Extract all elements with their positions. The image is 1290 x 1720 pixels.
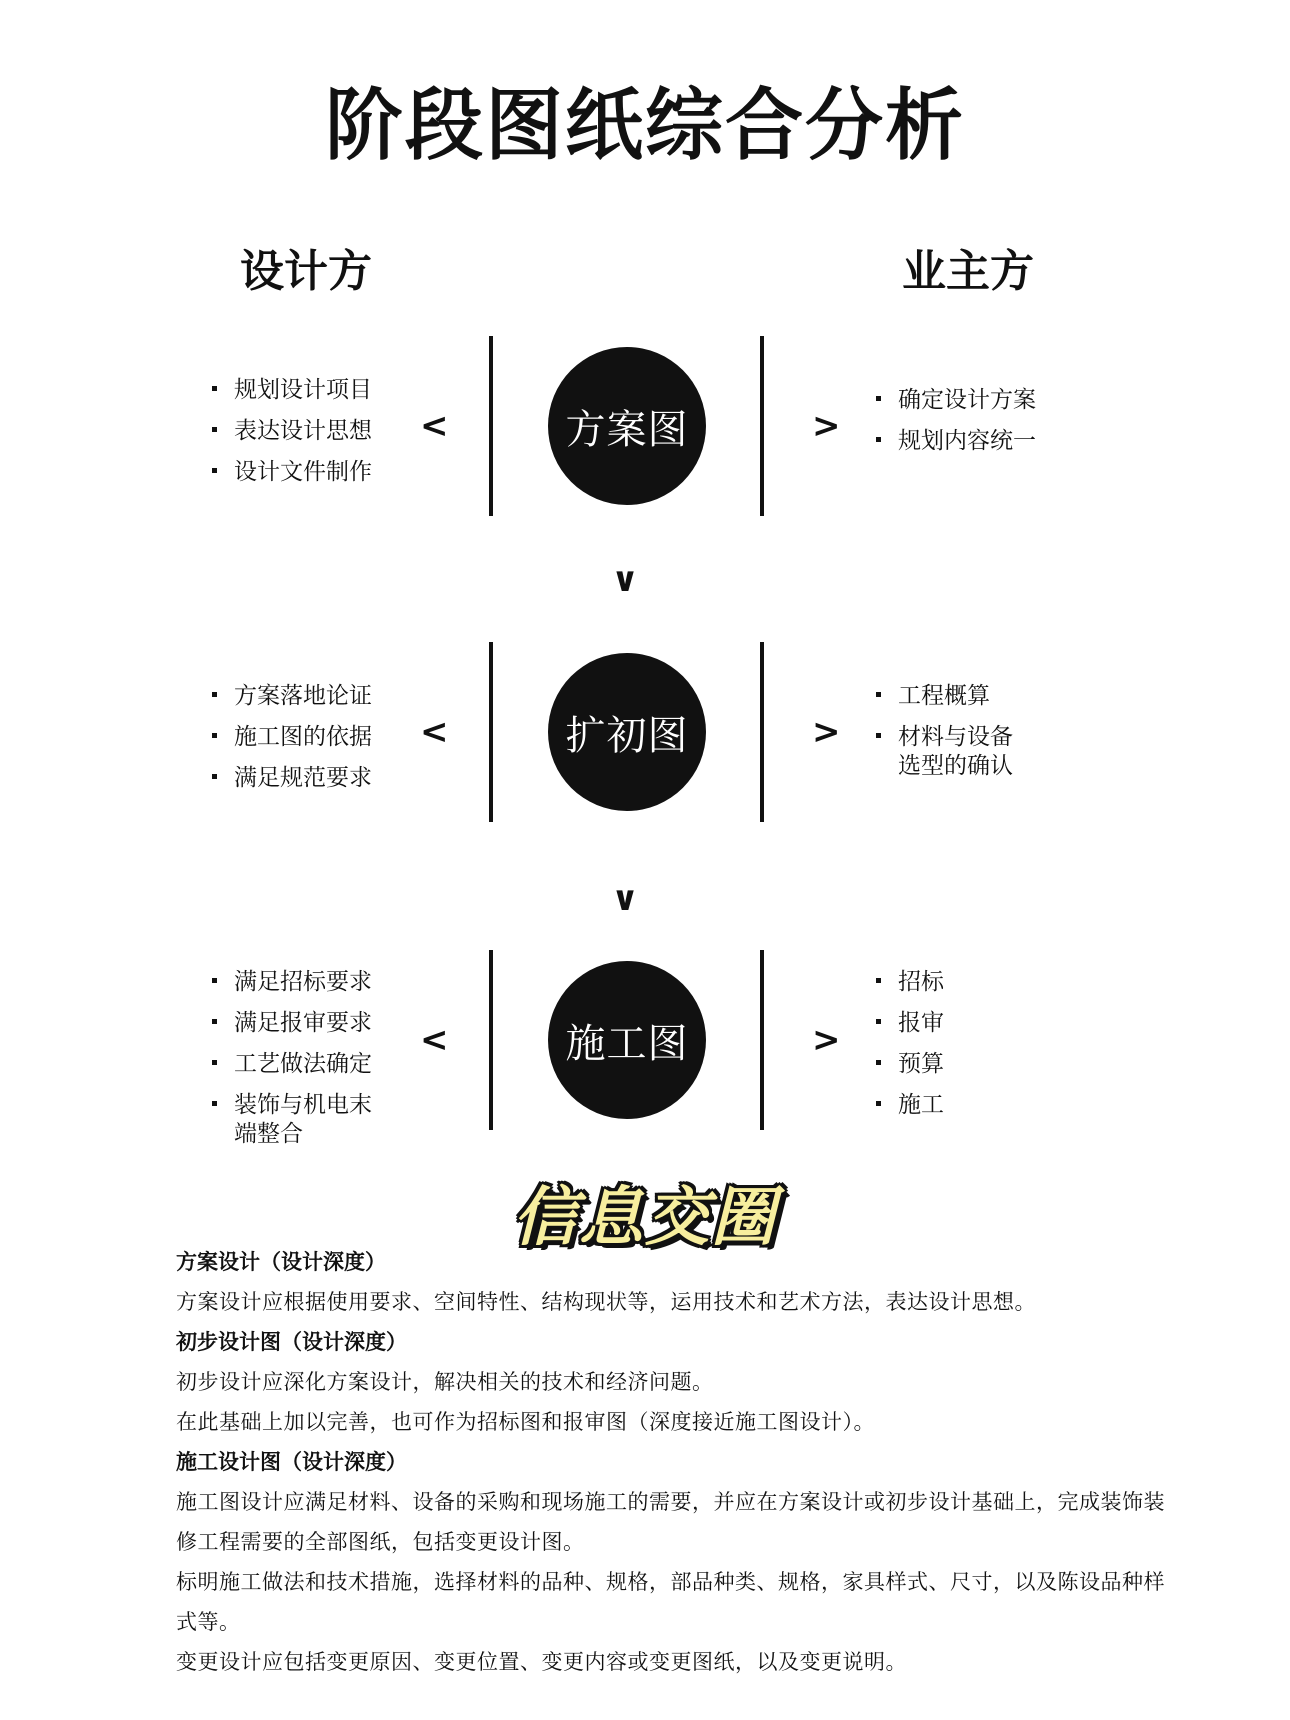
- left-chevron-icon: <: [420, 712, 449, 752]
- info-loop-banner: 信息交圈: [513, 1181, 777, 1255]
- divider-right: [760, 336, 764, 516]
- note-paragraph: 施工图设计应满足材料、设备的采购和现场施工的需要，并应在方案设计或初步设计基础上，完成装饰装修工程需要的全部图纸，包括变更设计图。: [176, 1490, 1165, 1554]
- list-item: 工程概算: [876, 682, 1013, 711]
- list-item: 规划内容统一: [876, 427, 1036, 456]
- designer-points: [212, 376, 372, 499]
- list-item: 材料与设备 选型的确认: [876, 723, 1013, 781]
- list-item: 方案落地论证: [212, 682, 372, 711]
- left-chevron-icon: <: [420, 406, 449, 446]
- divider-right: [760, 950, 764, 1130]
- list-item: 确定设计方案: [876, 386, 1036, 415]
- divider-left: [489, 336, 493, 516]
- stage-circle: 扩初图: [548, 653, 706, 811]
- list-item: 表达设计思想: [212, 417, 372, 446]
- design-depth-notes: [176, 1242, 1186, 1682]
- stage-scheme: [0, 336, 1290, 516]
- left-chevron-icon: <: [420, 1020, 449, 1060]
- list-item: 规划设计项目: [212, 376, 372, 405]
- note-paragraph: 变更设计应包括变更原因、变更位置、变更内容或变更图纸，以及变更说明。: [176, 1650, 907, 1674]
- right-chevron-icon: >: [812, 712, 841, 752]
- owner-side-heading: 业主方: [902, 246, 1034, 297]
- stage-preliminary: [0, 642, 1290, 822]
- note-paragraph: 方案设计应根据使用要求、空间特性、结构现状等，运用技术和艺术方法，表达设计思想。: [176, 1290, 1036, 1314]
- list-item: 招标: [876, 968, 944, 997]
- list-item: 工艺做法确定: [212, 1050, 372, 1079]
- divider-left: [489, 642, 493, 822]
- list-item: 施工: [876, 1091, 944, 1120]
- list-item: 满足规范要求: [212, 764, 372, 793]
- note-heading: 方案设计（设计深度）: [176, 1250, 386, 1274]
- divider-left: [489, 950, 493, 1130]
- note-paragraph: 在此基础上加以完善，也可作为招标图和报审图（深度接近施工图设计）。: [176, 1410, 875, 1434]
- down-chevron-icon: ∨: [611, 560, 639, 600]
- list-item: 预算: [876, 1050, 944, 1079]
- right-chevron-icon: >: [812, 1020, 841, 1060]
- owner-points: [876, 968, 944, 1132]
- right-chevron-icon: >: [812, 406, 841, 446]
- note-paragraph: 标明施工做法和技术措施，选择材料的品种、规格，部品种类、规格，家具样式、尺寸，以及陈设品种样式等。: [176, 1570, 1165, 1634]
- list-item: 报审: [876, 1009, 944, 1038]
- stage-circle: 施工图: [548, 961, 706, 1119]
- designer-side-heading: 设计方: [240, 246, 372, 297]
- list-item: 装饰与机电末 端整合: [212, 1091, 372, 1149]
- list-item: 满足报审要求: [212, 1009, 372, 1038]
- owner-points: [876, 682, 1013, 793]
- note-paragraph: 初步设计应深化方案设计，解决相关的技术和经济问题。: [176, 1370, 714, 1394]
- down-chevron-icon: ∨: [611, 879, 639, 919]
- stage-circle: 方案图: [548, 347, 706, 505]
- note-heading: 初步设计图（设计深度）: [176, 1330, 407, 1354]
- list-item: 设计文件制作: [212, 458, 372, 487]
- stage-construction: [0, 950, 1290, 1147]
- divider-right: [760, 642, 764, 822]
- list-item: 满足招标要求: [212, 968, 372, 997]
- designer-points: [212, 682, 372, 805]
- owner-points: [876, 386, 1036, 468]
- page-title: 阶段图纸综合分析: [324, 81, 965, 171]
- list-item: 施工图的依据: [212, 723, 372, 752]
- designer-points: [212, 968, 372, 1161]
- note-heading: 施工设计图（设计深度）: [176, 1450, 407, 1474]
